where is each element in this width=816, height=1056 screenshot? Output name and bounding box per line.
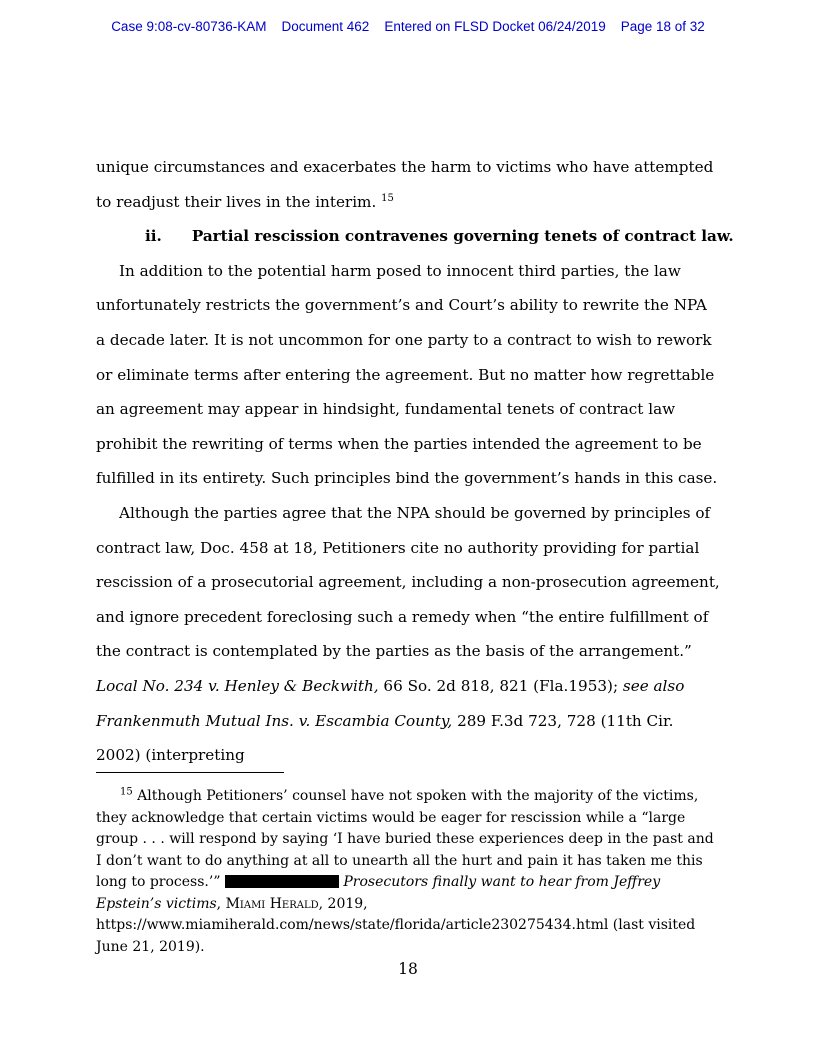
page-number: 18	[398, 960, 418, 978]
case-citation-1: Local No. 234 v. Henley & Beckwith,	[96, 676, 379, 695]
footnote-number: 15	[120, 786, 133, 798]
case-citation-2: see also Frankenmuth Mutual Ins. v. Escambia County,	[96, 676, 685, 730]
paragraph-continuation	[96, 150, 720, 219]
footnote-15	[96, 786, 720, 958]
footnote-reference: 15	[381, 192, 394, 204]
footnote-text: Although Petitioners’ counsel have not spoken with the majority of the victims, they acknowledge that certain victims would be eager for rescission while a “large group . . . will respond by saying ‘I have buried these experiences deep in the past and I don’t want to do anything at all to unearth all the hurt and pain it has taken me this long to process.’”	[96, 788, 714, 890]
page-count: Page 18 of 32	[620, 19, 705, 34]
document-body	[96, 150, 734, 773]
case-header	[0, 19, 816, 34]
paragraph-2-text: Although the parties agree that the NPA should be governed by principles of contract law, Doc. 458 at 18, Petitioners cite no authority providing for partial rescission of a prosecutorial agreement, including a non-prosecution agreement, and ignore precedent foreclosing such a remedy when “the entire fulfillment of the contract is contemplated by the parties as the basis of the arrangement.”	[96, 503, 720, 661]
continuation-text: unique circumstances and exacerbates the harm to victims who have attempted to readjust their lives in the interim.	[96, 158, 714, 211]
citation-2-reporter: 289 F.3d 723, 728 (11th Cir. 2002) (interpreting	[96, 711, 674, 765]
footnote-separator-rule	[96, 772, 284, 773]
footnote-punctuation-2: , 2019,	[318, 895, 368, 912]
paragraph-2	[96, 496, 720, 773]
heading-number: ii.	[145, 227, 162, 246]
article-title: Prosecutors finally want to hear from Jeffrey Epstein’s victims	[96, 874, 661, 912]
article-url: https://www.miamiherald.com/news/state/florida/article230275434.html	[96, 917, 609, 933]
paragraph-1: In addition to the potential harm posed to innocent third parties, the law unfortunately restricts the government’s and Court’s ability to rewrite the NPA a decade later. It is not uncommon for one party to a contract to wish to rework or eliminate terms after entering the agreement. But no matter how regrettable an agreement may appear in hindsight, fundamental tenets of contract law prohibit the rewriting of terms when the parties intended the agreement to be fulfilled in its entirety. Such principles bind the government’s hands in this case.	[96, 261, 718, 488]
case-number: Case 9:08-cv-80736-KAM	[111, 19, 267, 34]
document-number: Document 462	[281, 19, 370, 34]
redaction-bar	[225, 875, 339, 888]
footnote-section	[96, 772, 720, 958]
footnote-closing: (last visited June 21, 2019).	[96, 917, 696, 955]
publication-name: Miami Herald	[225, 895, 319, 912]
docket-entry-date: Entered on FLSD Docket 06/24/2019	[384, 19, 606, 34]
heading-text: Partial rescission contravenes governing tenets of contract law.	[191, 227, 734, 246]
citation-1-reporter: 66 So. 2d 818, 821 (Fla.1953);	[378, 676, 623, 695]
footnote-punctuation-1: ,	[216, 895, 226, 912]
section-heading	[96, 219, 734, 254]
